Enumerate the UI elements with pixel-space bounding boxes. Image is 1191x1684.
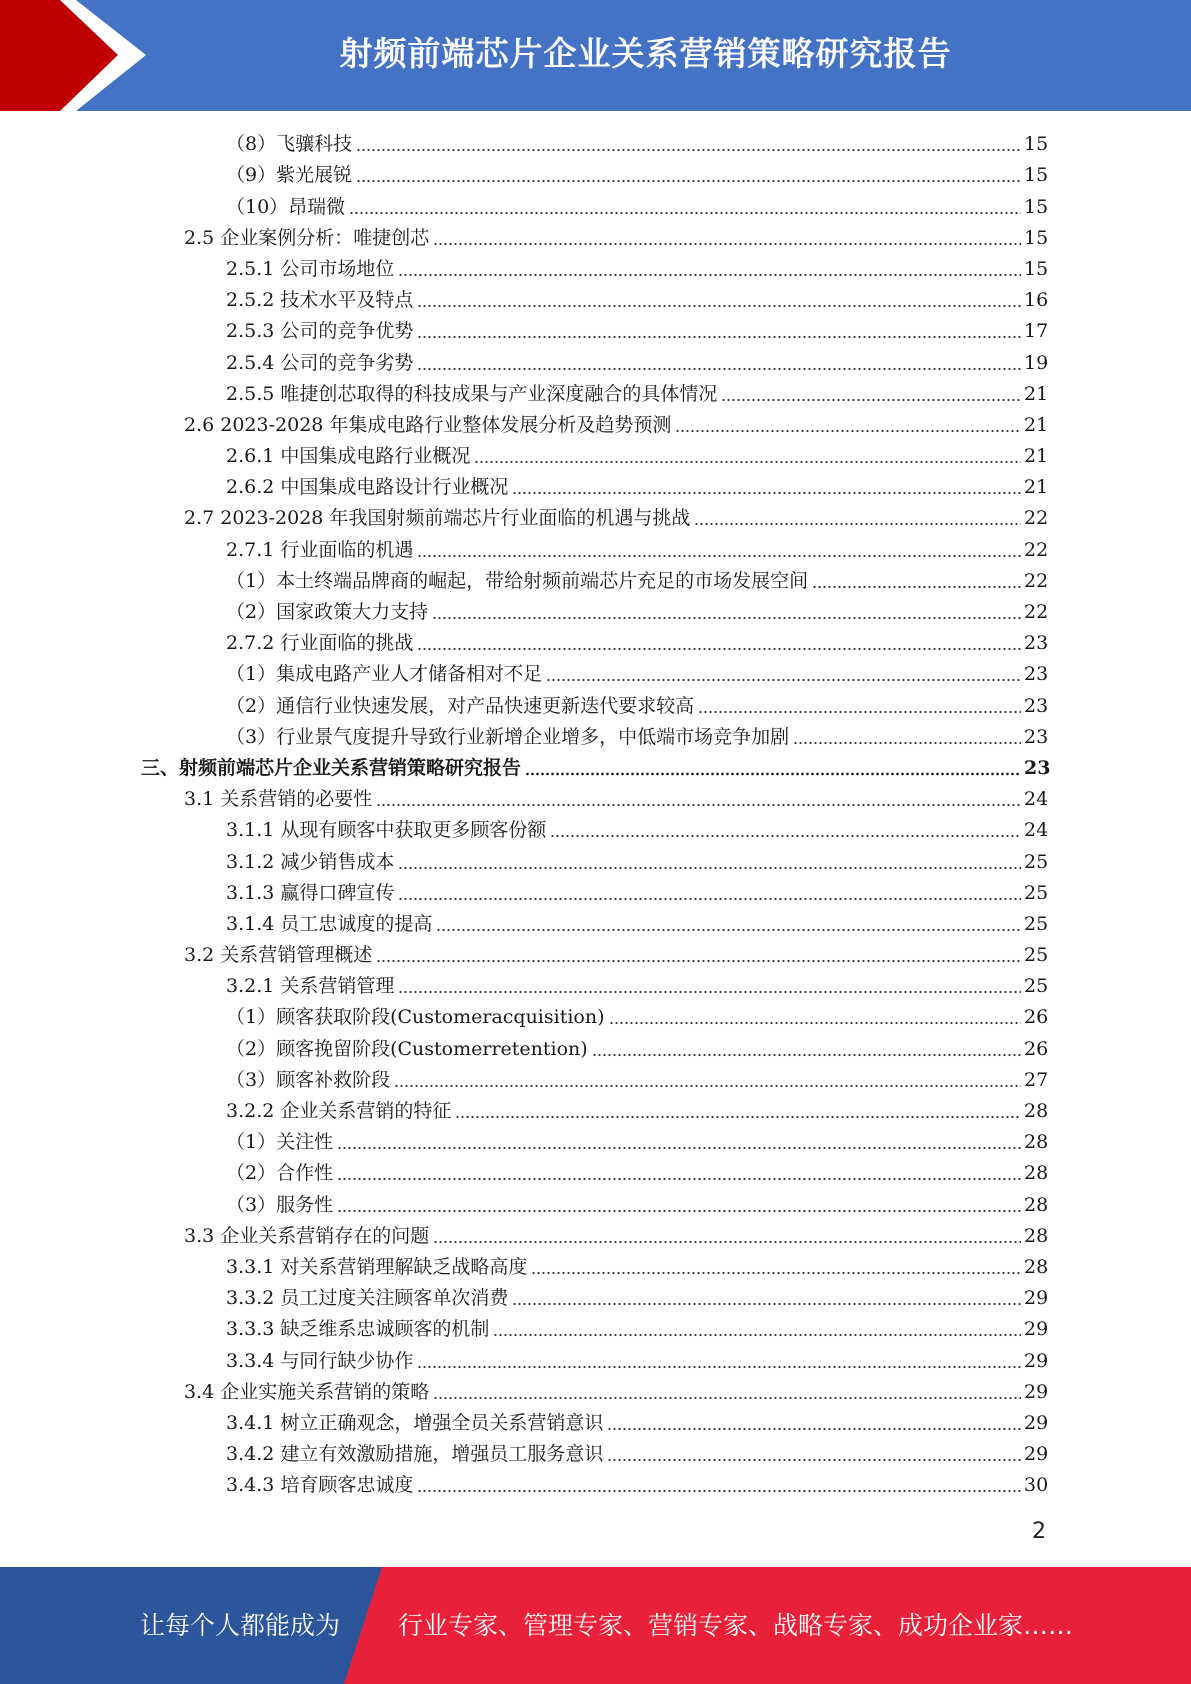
toc-entry-label: 2.5 企业案例分析：唯捷创芯 — [184, 226, 430, 249]
toc-dot-leader — [398, 846, 1021, 870]
toc-entry-page: 21 — [1024, 445, 1049, 468]
toc-entry-page: 28 — [1024, 1162, 1049, 1185]
toc-entry-page: 27 — [1024, 1068, 1049, 1091]
toc-entry-page: 23 — [1024, 694, 1049, 717]
toc-dot-leader — [531, 1251, 1021, 1275]
toc-entry-page: 26 — [1024, 1006, 1049, 1029]
toc-dot-leader — [512, 471, 1021, 495]
page-footer — [0, 1567, 1191, 1684]
toc-entry-label: 3.1.1 从现有顾客中获取更多顾客份额 — [226, 819, 547, 842]
toc-dot-leader — [525, 752, 1021, 776]
toc-entry-label: （2）国家政策大力支持 — [226, 601, 429, 623]
toc-entry-page: 21 — [1024, 413, 1049, 436]
toc-entry-page: 19 — [1024, 351, 1049, 374]
toc-entry-page: 28 — [1024, 1193, 1049, 1216]
toc-entry-label: （9）紫光展锐 — [226, 164, 353, 187]
toc-entry[interactable] — [0, 907, 1191, 938]
footer-slogan-left: 让每个人都能成为 — [140, 1611, 341, 1640]
toc-entry-label: （1）顾客获取阶段(Customeracquisition) — [226, 1006, 605, 1029]
toc-entry-label: 3.3 企业关系营销存在的问题 — [184, 1224, 430, 1247]
toc-entry-page: 26 — [1024, 1037, 1049, 1060]
toc-entry[interactable] — [0, 782, 1191, 813]
document-title: 射频前端芯片企业关系营销策略研究报告 — [339, 34, 952, 73]
toc-entry-label: 3.4 企业实施关系营销的策略 — [184, 1380, 430, 1403]
toc-entry-label: 2.7 2023-2028 年我国射频前端芯片行业面临的机遇与挑战 — [184, 507, 691, 530]
toc-entry[interactable] — [0, 626, 1191, 657]
toc-entry[interactable] — [0, 751, 1191, 782]
toc-entry[interactable] — [0, 221, 1191, 252]
toc-entry-label: （2）合作性 — [226, 1162, 334, 1185]
toc-dot-leader — [432, 596, 1021, 620]
toc-entry[interactable] — [0, 1125, 1191, 1156]
toc-entry[interactable] — [0, 969, 1191, 1000]
toc-entry-page: 28 — [1024, 1131, 1049, 1154]
toc-entry-page: 23 — [1024, 756, 1051, 779]
toc-dot-leader — [433, 1376, 1021, 1400]
toc-dot-leader — [607, 1438, 1021, 1462]
toc-entry-label: （1）关注性 — [226, 1131, 334, 1154]
toc-dot-leader — [376, 939, 1021, 963]
toc-entry-label: （2）通信行业快速发展，对产品快速更新迭代要求较高 — [226, 694, 695, 717]
toc-dot-leader — [398, 877, 1021, 901]
toc-dot-leader — [609, 1001, 1021, 1025]
toc-dot-leader — [793, 721, 1021, 745]
toc-entry[interactable] — [0, 1094, 1191, 1125]
toc-entry-page: 21 — [1024, 476, 1049, 499]
toc-entry[interactable] — [0, 1063, 1191, 1094]
toc-dot-leader — [417, 627, 1021, 651]
toc-entry[interactable] — [0, 1406, 1191, 1437]
toc-dot-leader — [349, 191, 1021, 215]
toc-entry-label: 3.1.4 员工忠诚度的提高 — [226, 912, 433, 935]
toc-entry-label: （8）飞骧科技 — [226, 133, 353, 156]
toc-dot-leader — [721, 378, 1021, 402]
toc-dot-leader — [546, 658, 1021, 682]
toc-entry-label: 2.5.4 公司的竞争劣势 — [226, 351, 414, 374]
toc-entry-label: 2.7.2 行业面临的挑战 — [226, 632, 414, 655]
toc-entry-label: （3）服务性 — [226, 1193, 334, 1216]
toc-entry-label: （1）本土终端品牌商的崛起，带给射频前端芯片充足的市场发展空间 — [226, 569, 809, 592]
toc-entry-page: 22 — [1024, 569, 1049, 592]
toc-entry[interactable] — [0, 876, 1191, 907]
toc-entry[interactable] — [0, 1343, 1191, 1374]
toc-entry[interactable] — [0, 1156, 1191, 1187]
toc-entry-label: 3.1.3 赢得口碑宣传 — [226, 881, 395, 904]
toc-entry-label: （10）昂瑞微 — [226, 195, 346, 218]
toc-dot-leader — [694, 502, 1021, 526]
toc-dot-leader — [812, 565, 1021, 589]
toc-entry-label: 2.5.3 公司的竞争优势 — [226, 320, 414, 343]
toc-dot-leader — [698, 690, 1021, 714]
toc-entry[interactable] — [0, 408, 1191, 439]
toc-entry-page: 29 — [1024, 1349, 1049, 1372]
toc-entry-label: 3.1.2 减少销售成本 — [226, 850, 395, 873]
toc-dot-leader — [417, 1345, 1021, 1369]
toc-entry[interactable] — [0, 688, 1191, 719]
toc-entry-page: 25 — [1024, 975, 1049, 998]
toc-entry-page: 23 — [1024, 663, 1049, 686]
toc-entry-label: 3.2.2 企业关系营销的特征 — [226, 1100, 452, 1122]
toc-dot-leader — [376, 783, 1021, 807]
toc-entry-page: 17 — [1024, 320, 1049, 343]
toc-entry[interactable] — [0, 283, 1191, 314]
toc-entry-page: 15 — [1024, 164, 1049, 187]
toc-dot-leader — [433, 1220, 1021, 1244]
toc-entry-page: 21 — [1024, 382, 1049, 405]
toc-entry-label: 3.2 关系营销管理概述 — [184, 944, 373, 967]
toc-entry-page: 24 — [1024, 819, 1049, 842]
toc-entry-page: 30 — [1024, 1474, 1049, 1497]
toc-entry-page: 22 — [1024, 601, 1049, 623]
toc-dot-leader — [474, 440, 1021, 464]
toc-entry-page: 22 — [1024, 538, 1049, 561]
toc-entry[interactable] — [0, 439, 1191, 470]
toc-entry-page: 29 — [1024, 1380, 1049, 1403]
toc-dot-leader — [337, 1126, 1021, 1150]
toc-entry[interactable] — [0, 252, 1191, 283]
toc-entry-label: 2.5.5 唯捷创芯取得的科技成果与产业深度融合的具体情况 — [226, 382, 718, 405]
toc-entry[interactable] — [0, 1281, 1191, 1312]
toc-entry-page: 15 — [1024, 257, 1049, 280]
toc-entry[interactable] — [0, 844, 1191, 875]
toc-entry-page: 28 — [1024, 1255, 1049, 1278]
toc-entry[interactable] — [0, 1437, 1191, 1468]
toc-entry-page: 15 — [1024, 195, 1049, 218]
toc-entry-label: （3）行业景气度提升导致行业新增企业增多，中低端市场竞争加剧 — [226, 725, 790, 748]
toc-entry[interactable] — [0, 1375, 1191, 1406]
toc-dot-leader — [675, 409, 1021, 433]
toc-entry-label: 3.3.2 员工过度关注顾客单次消费 — [226, 1287, 509, 1310]
toc-entry[interactable] — [0, 720, 1191, 751]
toc-entry[interactable] — [0, 1312, 1191, 1343]
toc-entry[interactable] — [0, 377, 1191, 408]
toc-dot-leader — [356, 128, 1021, 152]
page-header — [0, 0, 1191, 111]
toc-dot-leader — [493, 1313, 1021, 1337]
toc-entry-label: 3.1 关系营销的必要性 — [184, 788, 373, 811]
toc-entry-label: 3.4.3 培育顾客忠诚度 — [226, 1474, 414, 1497]
toc-entry-page: 29 — [1024, 1411, 1049, 1434]
toc-entry[interactable] — [0, 345, 1191, 376]
toc-entry-label: 三、射频前端芯片企业关系营销策略研究报告 — [141, 756, 522, 779]
toc-entry-label: 3.3.1 对关系营销理解缺乏战略高度 — [226, 1255, 528, 1278]
toc-entry[interactable] — [0, 1000, 1191, 1031]
toc-entry[interactable] — [0, 470, 1191, 501]
toc-entry-page: 25 — [1024, 944, 1049, 967]
toc-dot-leader — [417, 1469, 1021, 1493]
toc-entry-page: 15 — [1024, 133, 1049, 156]
toc-entry-page: 23 — [1024, 632, 1049, 655]
toc-entry-label: 3.3.3 缺乏维系忠诚顾客的机制 — [226, 1318, 490, 1341]
toc-entry[interactable] — [0, 595, 1191, 626]
toc-entry[interactable] — [0, 1219, 1191, 1250]
toc-dot-leader — [398, 253, 1021, 277]
toc-entry[interactable] — [0, 1031, 1191, 1062]
toc-entry-page: 24 — [1024, 788, 1049, 811]
toc-entry-label: 2.5.1 公司市场地位 — [226, 257, 395, 280]
toc-entry-label: 3.3.4 与同行缺少协作 — [226, 1349, 414, 1372]
page-number: 2 — [1032, 1519, 1046, 1544]
toc-entry-label: （3）顾客补救阶段 — [226, 1068, 391, 1091]
toc-dot-leader — [417, 347, 1021, 371]
toc-dot-leader — [417, 315, 1021, 339]
toc-entry[interactable] — [0, 189, 1191, 220]
toc-entry-page: 25 — [1024, 881, 1049, 904]
toc-entry-label: 3.4.2 建立有效激励措施，增强员工服务意识 — [226, 1443, 604, 1466]
toc-entry-page: 22 — [1024, 507, 1049, 530]
toc-entry[interactable] — [0, 938, 1191, 969]
toc-entry-label: 2.6.2 中国集成电路设计行业概况 — [226, 476, 509, 499]
toc-entry-label: （2）顾客挽留阶段(Customerretention) — [226, 1037, 588, 1060]
toc-entry-page: 25 — [1024, 850, 1049, 873]
toc-entry-label: 2.6 2023-2028 年集成电路行业整体发展分析及趋势预测 — [184, 413, 672, 436]
toc-entry-label: 2.7.1 行业面临的机遇 — [226, 538, 414, 561]
toc-dot-leader — [592, 1033, 1021, 1057]
toc-dot-leader — [394, 1064, 1021, 1088]
toc-dot-leader — [607, 1407, 1021, 1431]
toc-entry[interactable] — [0, 1468, 1191, 1499]
table-of-contents — [0, 127, 1191, 1499]
toc-entry-page: 29 — [1024, 1287, 1049, 1310]
toc-entry-label: 3.4.1 树立正确观念，增强全员关系营销意识 — [226, 1411, 604, 1434]
toc-entry[interactable] — [0, 1187, 1191, 1218]
toc-entry-page: 16 — [1024, 289, 1049, 312]
toc-dot-leader — [550, 814, 1021, 838]
toc-entry[interactable] — [0, 158, 1191, 189]
toc-dot-leader — [337, 1189, 1021, 1213]
toc-entry-page: 28 — [1024, 1100, 1049, 1122]
toc-entry-page: 15 — [1024, 226, 1049, 249]
toc-entry[interactable] — [0, 657, 1191, 688]
toc-entry-label: 2.5.2 技术水平及特点 — [226, 289, 414, 312]
toc-dot-leader — [356, 159, 1021, 183]
toc-entry-label: 2.6.1 中国集成电路行业概况 — [226, 445, 471, 468]
toc-dot-leader — [337, 1157, 1021, 1181]
toc-entry-page: 29 — [1024, 1318, 1049, 1341]
toc-dot-leader — [455, 1095, 1021, 1119]
toc-entry[interactable] — [0, 813, 1191, 844]
toc-entry-page: 29 — [1024, 1443, 1049, 1466]
toc-dot-leader — [417, 284, 1021, 308]
toc-dot-leader — [417, 534, 1021, 558]
toc-dot-leader — [436, 908, 1021, 932]
toc-entry[interactable] — [0, 314, 1191, 345]
toc-entry-page: 23 — [1024, 725, 1049, 748]
toc-dot-leader — [398, 970, 1021, 994]
footer-slogan-right: 行业专家、管理专家、营销专家、战略专家、成功企业家…… — [398, 1611, 1074, 1640]
toc-entry[interactable] — [0, 532, 1191, 563]
toc-entry[interactable] — [0, 564, 1191, 595]
toc-entry-page: 28 — [1024, 1224, 1049, 1247]
toc-dot-leader — [512, 1282, 1021, 1306]
toc-entry[interactable] — [0, 127, 1191, 158]
toc-entry-label: 3.2.1 关系营销管理 — [226, 975, 395, 998]
toc-dot-leader — [433, 222, 1021, 246]
toc-entry-label: （1）集成电路产业人才储备相对不足 — [226, 663, 543, 686]
toc-entry[interactable] — [0, 501, 1191, 532]
toc-entry-page: 25 — [1024, 912, 1049, 935]
toc-entry[interactable] — [0, 1250, 1191, 1281]
